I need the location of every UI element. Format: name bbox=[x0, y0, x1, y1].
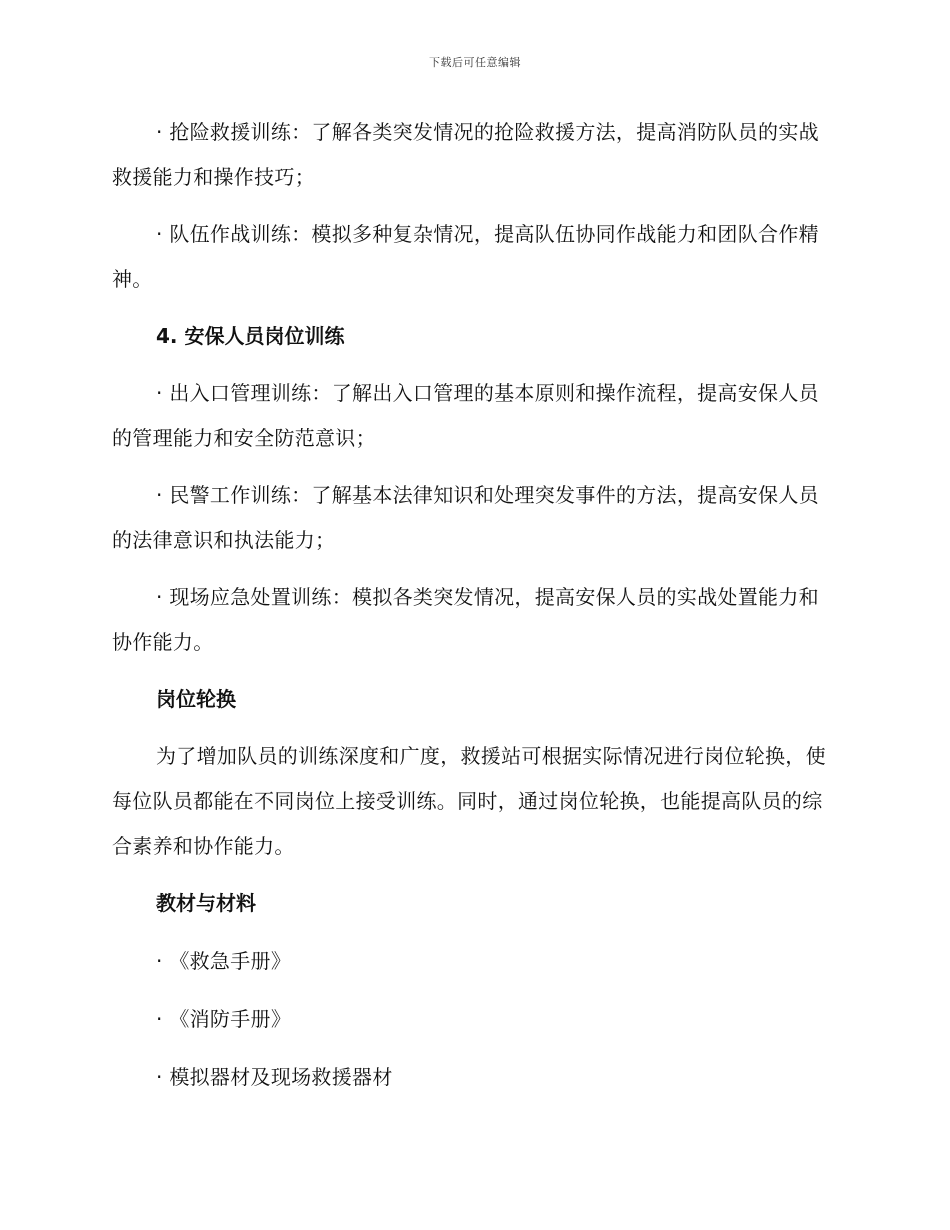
materials-item-simulation-equipment: · 模拟器材及现场救援器材 bbox=[156, 1065, 393, 1089]
bullet-entrance-management-training: · 出入口管理训练：了解出入口管理的基本原则和操作流程，提高安保人员的管理能力和安全防范意识； bbox=[112, 381, 819, 450]
rotation-heading: 岗位轮换 bbox=[156, 687, 236, 711]
materials-item-first-aid-manual: · 《救急手册》 bbox=[156, 949, 292, 973]
materials-item-fire-manual: · 《消防手册》 bbox=[156, 1007, 292, 1031]
bullet-team-operations-training: · 队伍作战训练：模拟多种复杂情况，提高队伍协同作战能力和团队合作精神。 bbox=[112, 222, 819, 291]
section-4-heading: 4. 安保人员岗位训练 bbox=[156, 324, 345, 348]
bullet-rescue-training: · 抢险救援训练：了解各类突发情况的抢险救援方法，提高消防队员的实战救援能力和操作技巧； bbox=[112, 120, 819, 189]
rotation-paragraph: 为了增加队员的训练深度和广度，救援站可根据实际情况进行岗位轮换，使每位队员都能在不同岗位上接受训练。同时，通过岗位轮换，也能提高队员的综合素养和协作能力。 bbox=[112, 744, 826, 858]
bullet-police-work-training: · 民警工作训练：了解基本法律知识和处理突发事件的方法，提高安保人员的法律意识和执法能力； bbox=[112, 483, 819, 552]
bullet-emergency-response-training: · 现场应急处置训练：模拟各类突发情况，提高安保人员的实战处置能力和协作能力。 bbox=[112, 585, 819, 654]
header-note: 下载后可任意编辑 bbox=[429, 56, 521, 69]
materials-heading: 教材与材料 bbox=[156, 891, 256, 915]
document-body bbox=[112, 110, 832, 1100]
